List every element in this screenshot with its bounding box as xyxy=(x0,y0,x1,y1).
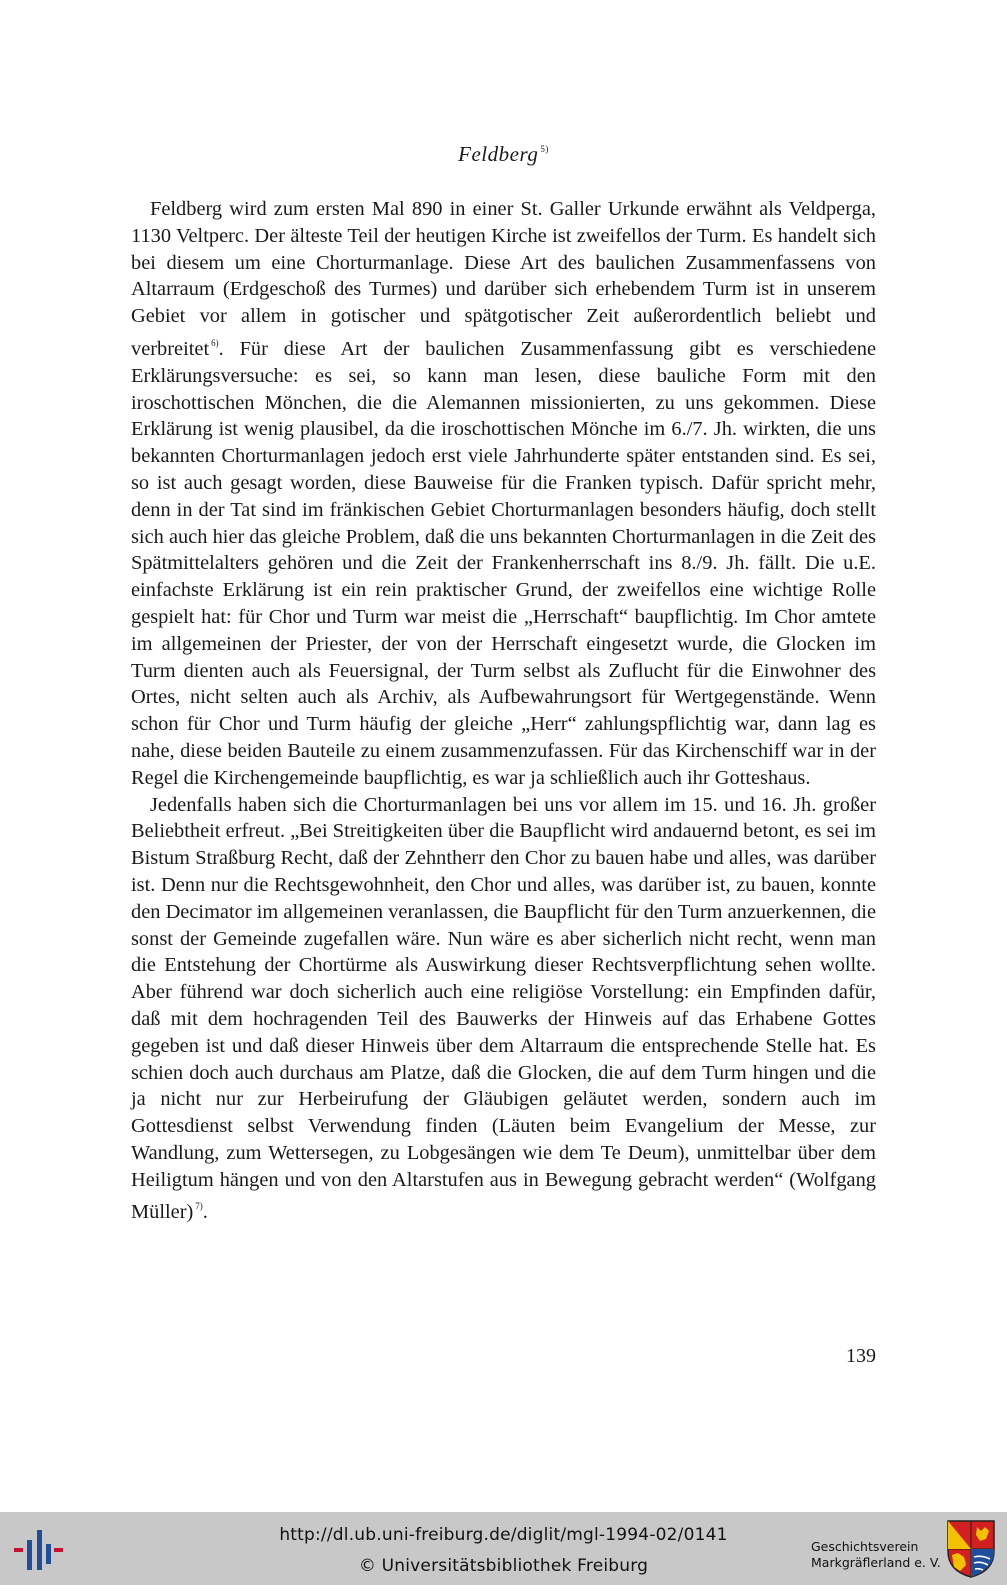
paragraph-1-part-2: . Für diese Art der baulichen Zusammenfassung gibt es verschiedene Erklärungsversuche: es sei, so kann man lesen, diese bauliche Form mit den iroschottischen Mönchen, die die Alemannen missionierten, zu uns gekommen. Diese Erklärung ist wenig plausibel, da die iroschottischen Mönche im 6./7. Jh. wirkten, die uns bekannten Chorturmanlagen jedoch erst viele Jahrhunderte später entstanden sind. Es sei, so ist auch gesagt worden, diese Bauweise für die Franken typisch. Dafür spricht mehr, denn in der Tat sind im fränkischen Gebiet Chorturmanlagen besonders häufig, doch stellt sich auch hier das gleiche Problem, daß die uns bekannten Chorturmanlagen in die Zeit des Spätmittelalters gehören und die Zeit der Frankenherrschaft ins 8./9. Jh. fällt. Die u.E. einfachste Erklärung ist ein rein praktischer Grund, der zweifellos eine wichtige Rolle gespielt hat: für Chor und Turm war meist die „Herrschaft“ baupflichtig. Im Chor amtete im allgemeinen der Priester, der von der Herrschaft eingesetzt wurde, die Glocken im Turm dienten auch als Feuersignal, der Turm selbst als Zuflucht für die Einwohner des Ortes, nicht selten auch als Archiv, als Aufbewahrungsort für Wertgegenstände. Wenn schon für Chor und Turm häufig der gleiche „Herr“ zahlungspflichtig war, dann lag es nahe, diese beiden Bauteile zu einem zusammenzufassen. Für das Kirchenschiff war in der Regel die Kirchengemeinde baupflichtig, es war ja schließlich auch ihr Gotteshaus. xyxy=(131,337,876,789)
society-name[interactable] xyxy=(811,1539,941,1571)
section-heading xyxy=(0,142,1007,167)
copyright-text: © Universitätsbibliothek Freiburg xyxy=(358,1556,649,1576)
paragraph-1-part-1: Feldberg wird zum ersten Mal 890 in einer St. Galler Urkunde erwähnt als Veldperga, 1130 Veltperc. Der älteste Teil der heutigen Kirche ist zweifellos der Turm. Es handelt sich bei diesem um eine Chorturmanlage. Diese Art des baulichen Zusammenfassens von Altarraum (Erdgeschoß des Turmes) und darüber sich erhebendem Turm ist in unserem Gebiet vor allem in gotischer und spätgotischer Zeit außerordentlich beliebt und verbreitet xyxy=(131,198,876,360)
society-line-2: Markgräflerland e. V. xyxy=(811,1555,941,1570)
heading-title: Feldberg xyxy=(458,142,539,166)
coat-of-arms-icon[interactable] xyxy=(946,1519,996,1579)
paragraph-2 xyxy=(131,792,876,1227)
page-number: 139 xyxy=(846,1345,876,1367)
society-line-1: Geschichtsverein xyxy=(811,1539,919,1554)
paragraph-2-part-2: . xyxy=(202,1201,208,1224)
footnote-ref-5: 5) xyxy=(540,144,549,154)
document-url-link[interactable]: http://dl.ub.uni-freiburg.de/diglit/mgl-1994-02/0141 xyxy=(279,1525,728,1545)
footnote-ref-6: 6) xyxy=(211,337,219,348)
paragraph-1 xyxy=(131,196,876,792)
body-text xyxy=(131,196,876,1226)
footer-bar xyxy=(0,1512,1007,1585)
footnote-ref-7: 7) xyxy=(195,1201,203,1212)
paragraph-2-part-1: Jedenfalls haben sich die Chorturmanlagen bei uns vor allem im 15. und 16. Jh. großer Beliebtheit erfreut. „Bei Streitigkeiten über die Baupflicht wird andauernd betont, es sei im Bistum Straßburg Recht, daß der Zehntherr den Chor zu bauen habe und alles, was darüber ist. Denn nur die Rechtsgewohnheit, den Chor und alles, was darüber ist, zu bauen, konnte den Decimator im allgemeinen veranlassen, die Baupflicht für den Turm anzuerkennen, die sonst der Gemeinde zugefallen wäre. Nun wäre es aber sicherlich nicht recht, wenn man die Entstehung der Chortürme als Auswirkung dieser Rechtsverpflichtung sehen wollte. Aber führend war doch sicherlich auch eine religiöse Vorstellung: ein Empfinden dafür, daß mit dem hochragenden Teil des Bauwerks der Hinweis auf das Erhabene Gottes gegeben ist und daß dieser Hinweis über dem Altarraum die entsprechende Stelle hat. Es schien doch auch durchaus am Platze, daß die Glocken, die auf dem Turm hingen und die ja nicht nur zur Herbeirufung der Gläubigen geläutet werden, sondern auch im Gottesdienst selbst Verwendung finden (Läuten beim Evangelium der Messe, zur Wandlung, zum Wettersegen, zu Lobgesängen wie dem Te Deum), unmittelbar über dem Heiligtum hängen und von den Altarstufen aus in Bewegung gebracht werden“ (Wolfgang Müller) xyxy=(131,793,876,1224)
